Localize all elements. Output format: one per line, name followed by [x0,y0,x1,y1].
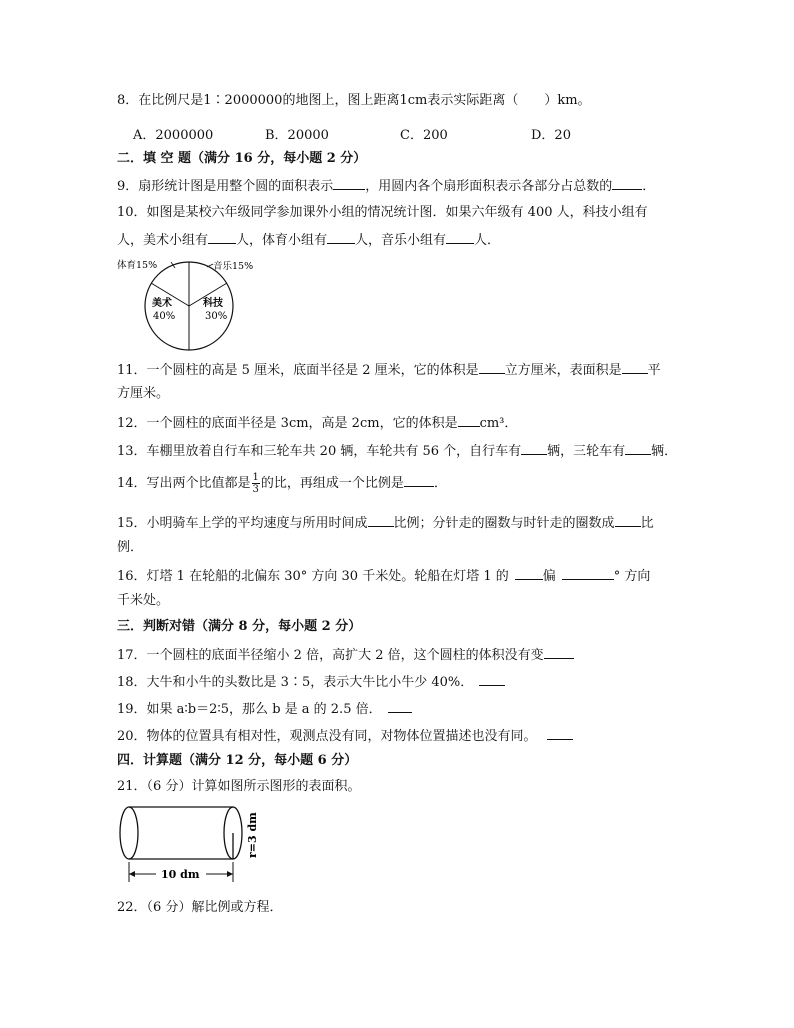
question-14-text-c: ． [433,476,447,491]
question-8-text: 8．在比例尺是1∶2000000的地图上，图上距离1cm表示实际距离（ ）km。 [117,93,591,108]
answer-blank [622,360,648,374]
question-15-text-a: 15．小明骑车上学的平均速度与所用时间成 [117,516,368,531]
question-18-text: 18．大牛和小牛的头数比是 3∶5，表示大牛比小牛少 40%． [117,675,474,690]
question-10-text-d: 人． [474,233,501,248]
answer-blank [544,645,574,659]
question-15-text-c: 比 [640,516,654,531]
section-3-title: 三．判断对错（满分 8 分，每小题 2 分） [117,619,362,634]
question-11-line-1 [117,360,661,380]
section-2-title: 二．填 空 题（满分 16 分，每小题 2 分） [117,151,367,166]
question-13 [117,441,677,461]
answer-blank [515,566,543,580]
option-d: D．20 [531,128,571,143]
answer-blank [479,672,505,686]
fraction-denominator: 3 [252,484,259,495]
option-b: B．20000 [265,128,329,143]
option-a: A．2000000 [133,128,214,143]
question-10-line-2 [117,230,500,250]
section-4-title: 四．计算题（满分 12 分，每小题 6 分） [117,753,358,768]
pie-label-pe: 体育15% [117,260,158,271]
pie-label-music: 音乐15% [213,261,254,272]
answer-blank [458,413,480,427]
arrow-left-icon [129,871,135,877]
question-17-text: 17．一个圆柱的底面半径缩小 2 倍，高扩大 2 倍，这个圆柱的体积没有变 [117,648,544,663]
pie-chart-figure [115,256,275,360]
question-10-text-b: 人，体育小组有 [236,233,328,248]
question-16-line-1 [117,566,650,586]
fraction-numerator: 1 [252,472,259,483]
question-10-text-c: 人，音乐小组有 [355,233,447,248]
question-11-text-a: 11．一个圆柱的高是 5 厘米，底面半径是 2 厘米，它的体积是 [117,363,479,378]
cylinder-figure [116,802,276,892]
question-18 [117,672,505,692]
question-15-text-b: 比例；分针走的圈数与时针走的圈数成 [393,516,615,531]
question-15-line-2: 例． [117,540,144,555]
answer-blank [521,441,547,455]
question-8 [117,92,591,110]
question-11-line-2: 方厘米。 [117,386,170,401]
answer-blank [388,699,412,713]
question-13-text-c: 辆． [651,444,678,459]
pie-label-art-percent: 40% [153,311,176,322]
question-17 [117,645,574,665]
question-14-text-a: 14．写出两个比值都是 [117,476,251,491]
arrow-right-icon [227,871,233,877]
answer-blank [208,230,236,244]
question-12-text-b: cm³． [479,416,518,431]
cylinder-left-end [120,807,138,859]
option-c: C．200 [400,128,448,143]
question-9-text-c: ． [642,179,656,194]
question-13-text-a: 13．车棚里放着自行车和三轮车共 20 辆，车轮共有 56 个，自行车有 [117,444,522,459]
answer-blank [625,441,651,455]
question-9-text-a: 9．扇形统计图是用整个圆的面积表示 [117,179,334,194]
question-22: 22．（6 分）解比例或方程． [117,900,283,915]
answer-blank [327,230,355,244]
question-9 [117,176,655,196]
question-13-text-b: 辆，三轮车有 [547,444,626,459]
question-12 [117,413,517,433]
question-20 [117,726,573,746]
question-12-text-a: 12．一个圆柱的底面半径是 3cm，高是 2cm，它的体积是 [117,416,458,431]
question-11-text-b: 立方厘米，表面积是 [504,363,622,378]
fraction-one-third [252,472,260,495]
question-19 [117,699,412,719]
pie-label-tech: 科技 [203,298,223,309]
answer-blank [479,360,505,374]
answer-blank [446,230,474,244]
question-10-text-a: 人，美术小组有 [117,233,209,248]
pie-label-art: 美术 [152,298,172,309]
question-14 [117,472,447,495]
answer-blank [615,513,641,527]
question-21: 21．（6 分）计算如图所示图形的表面积。 [117,779,361,794]
question-16-text-a: 16．灯塔 1 在轮船的北偏东 30° 方向 30 千米处。轮船在灯塔 1 的 [117,569,509,584]
question-9-text-b: ，用圆内各个扇形面积表示各部分占总数的 [365,179,613,194]
question-19-text: 19．如果 a∶b＝2∶5，那么 b 是 a 的 2.5 倍． [117,702,382,717]
question-16-text-b: 偏 [542,569,556,584]
answer-blank [368,513,394,527]
question-14-text-b: 的比，再组成一个比例是 [260,476,404,491]
question-20-text: 20．物体的位置具有相对性，观测点没有同，对物体位置描述也没有同。 [117,729,537,744]
answer-blank [404,473,434,487]
answer-blank [547,726,573,740]
pie-label-tech-percent: 30% [205,311,228,322]
question-16-text-c: ° 方向 [613,569,651,584]
question-15-line-1 [117,513,654,533]
answer-blank [562,566,614,580]
question-10-line-1: 10．如图是某校六年级同学参加课外小组的情况统计图．如果六年级有 400 人，科技小组有 [117,205,648,220]
answer-blank [333,176,365,190]
length-label: 10 dm [161,868,200,881]
question-16-line-2: 千米处。 [117,593,170,608]
radius-label: r=3 dm [246,812,259,858]
question-11-text-c: 平 [647,363,661,378]
answer-blank [612,176,642,190]
